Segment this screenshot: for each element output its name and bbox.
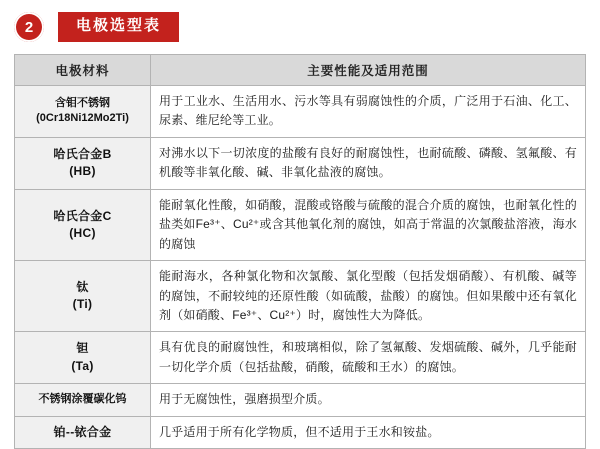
material-line: 钛 [76, 279, 89, 294]
cell-material [15, 261, 151, 332]
cell-description: 用于无腐蚀性，强磨损型介质。 [151, 384, 586, 416]
column-header-description: 主要性能及适用范围 [151, 55, 586, 86]
column-header-material: 电极材料 [15, 55, 151, 86]
table-row [15, 86, 586, 138]
material-line: (HC) [69, 225, 96, 240]
cell-material [15, 189, 151, 260]
document-header [0, 0, 600, 42]
material-line: (HB) [69, 164, 96, 179]
table-header-row [15, 55, 586, 86]
electrode-selection-table [14, 54, 586, 449]
material-line: 铂--铱合金 [53, 424, 112, 439]
cell-material [15, 86, 151, 138]
table-row [15, 189, 586, 260]
cell-description: 具有优良的耐腐蚀性，和玻璃相似，除了氢氟酸、发烟硫酸、碱外，几乎能耐一切化学介质（包括盐酸，硝酸，硫酸和王水）的腐蚀。 [151, 332, 586, 384]
table-row [15, 416, 586, 448]
cell-description: 能耐氧化性酸，如硝酸，混酸或铬酸与硫酸的混合介质的腐蚀，也耐氧化性的盐类如Fe³⁺、Cu²⁺或含其他氧化剂的腐蚀，如高于常温的次氯酸盐溶液，海水的腐蚀 [151, 189, 586, 260]
table-row [15, 384, 586, 416]
section-number-badge: 2 [14, 12, 44, 42]
cell-description: 对沸水以下一切浓度的盐酸有良好的耐腐蚀性，也耐硫酸、磷酸、氢氟酸、有机酸等非氧化酸、碱、非氧化盐液的腐蚀。 [151, 137, 586, 189]
material-line: 不锈钢涂覆碳化钨 [38, 393, 127, 405]
cell-description: 能耐海水，各种氯化物和次氯酸、氯化型酸（包括发烟硝酸）、有机酸、碱等的腐蚀，不耐较纯的还原性酸（如硫酸，盐酸）的腐蚀。但如果酸中还有氧化剂（如硝酸、Fe³⁺、Cu²⁺）时，腐蚀性大为降低。 [151, 261, 586, 332]
material-line: 哈氏合金B [53, 146, 112, 161]
table-row [15, 137, 586, 189]
cell-description: 用于工业水、生活用水、污水等具有弱腐蚀性的介质，广泛用于石油、化工、尿素、维尼纶等工业。 [151, 86, 586, 138]
cell-material [15, 384, 151, 416]
material-line: (Ta) [71, 358, 94, 373]
cell-material [15, 416, 151, 448]
page-title: 电极选型表 [58, 12, 179, 42]
material-line: 哈氏合金C [53, 208, 112, 223]
material-line: (Ti) [72, 297, 93, 312]
material-line: (0Cr18Ni12Mo2Ti) [36, 112, 129, 125]
cell-description: 几乎适用于所有化学物质，但不适用于王水和铵盐。 [151, 416, 586, 448]
cell-material [15, 332, 151, 384]
table-row [15, 261, 586, 332]
material-line: 钽 [76, 341, 89, 356]
cell-material [15, 137, 151, 189]
table-row [15, 332, 586, 384]
material-line: 含钼不锈钢 [55, 96, 110, 109]
